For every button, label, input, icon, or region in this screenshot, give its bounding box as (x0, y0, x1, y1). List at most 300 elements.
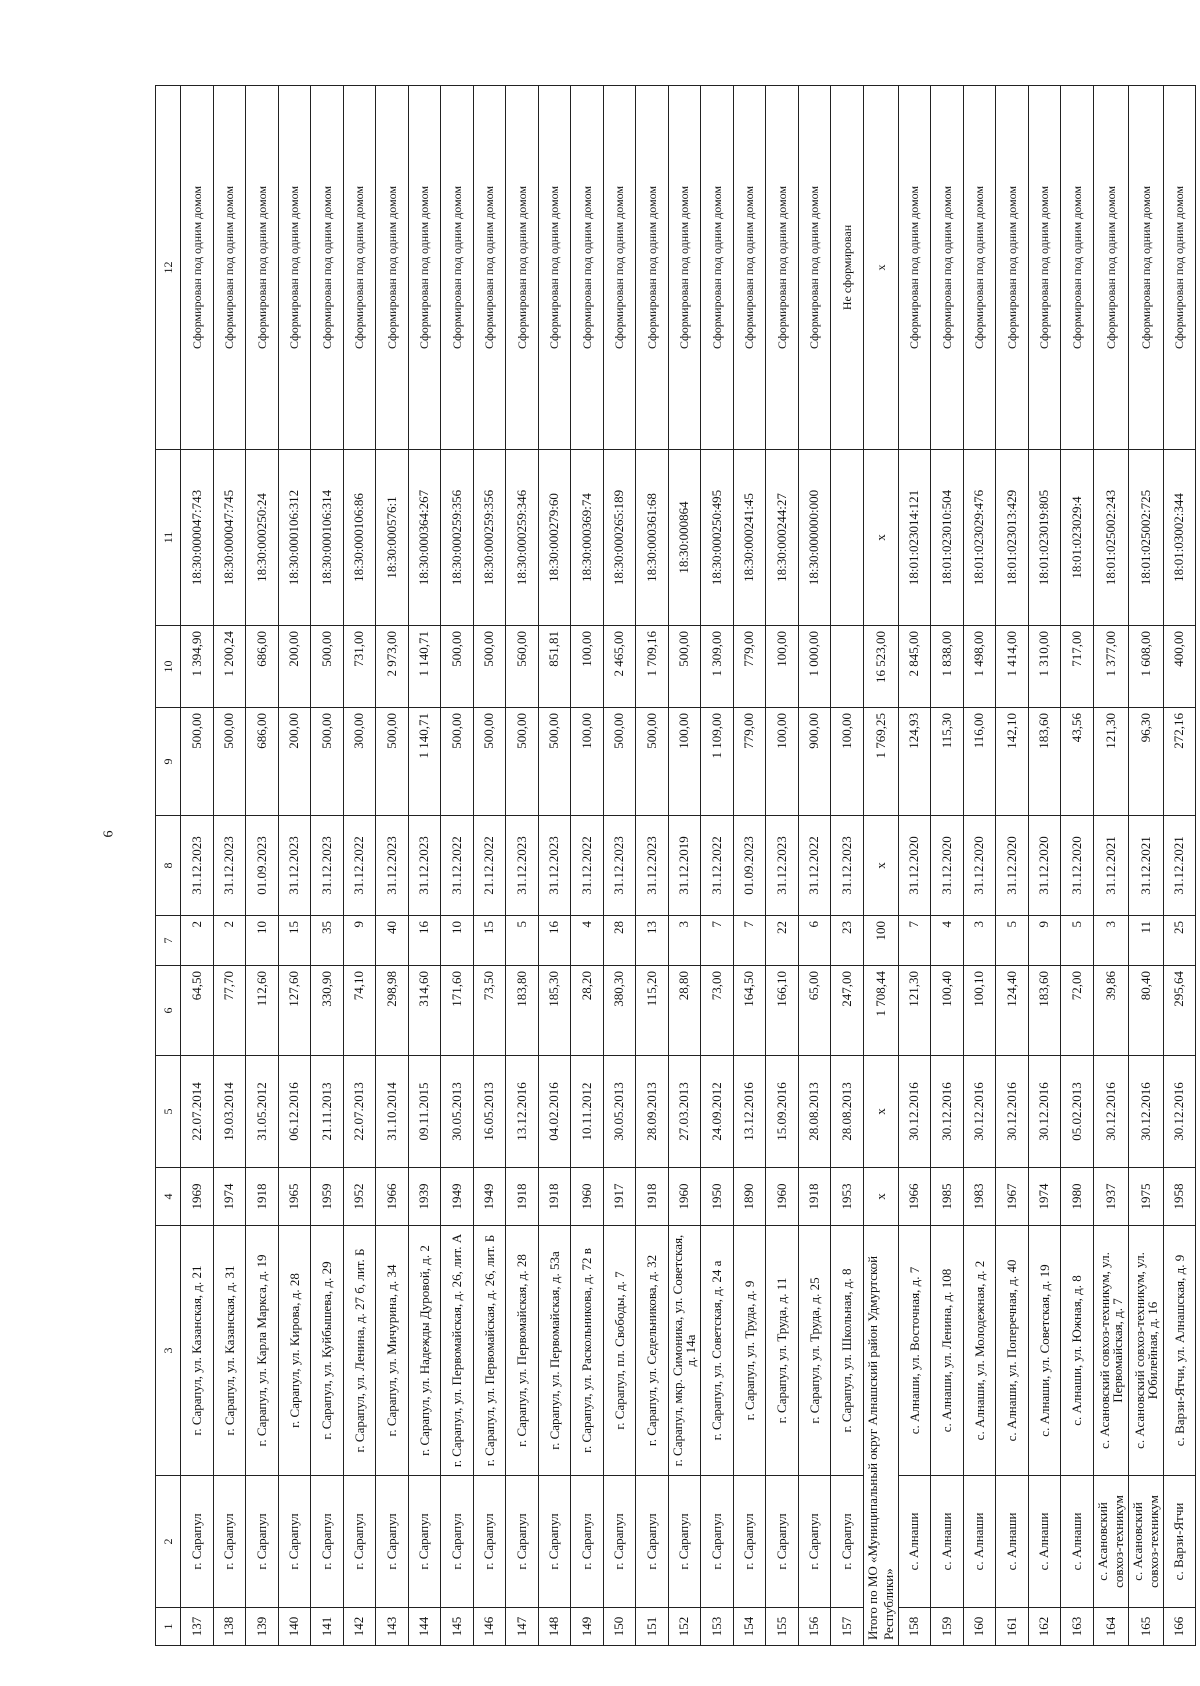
table-row (898, 86, 931, 1646)
cell-col-7: 5 (996, 916, 1029, 966)
cell-col-5: 21.11.2013 (311, 1056, 344, 1168)
cell-col-6: 39,86 (1093, 966, 1128, 1056)
cell-col-3: г. Сарапул, ул. Кирова, д. 28 (278, 1226, 311, 1476)
cell-col-1: 138 (213, 1608, 246, 1646)
cell-col-3: с. Алнаши, ул. Ленина, д. 108 (931, 1226, 964, 1476)
cell-col-12: Сформирован под одним домом (701, 86, 734, 450)
table-row (701, 86, 734, 1646)
cell-col-8: 31.12.2023 (538, 816, 571, 916)
cell-col-2: с. Варзи-Ятчи (1163, 1476, 1196, 1608)
cell-col-6: 73,50 (473, 966, 506, 1056)
cell-col-9: 115,30 (931, 708, 964, 816)
cell-col-11: 18:01:023014:121 (898, 450, 931, 626)
cell-col-3: г. Сарапул, пл. Свободы, д. 7 (603, 1226, 636, 1476)
cell-col-10: 717,00 (1061, 626, 1094, 708)
cell-col-2: г. Сарапул (831, 1476, 864, 1608)
column-header-6: 6 (156, 966, 181, 1056)
cell-col-5: 09.11.2015 (408, 1056, 441, 1168)
cell-col-3: с. Алнаши, ул. Восточная, д. 7 (898, 1226, 931, 1476)
housing-register-table (155, 85, 1196, 1646)
cell-col-5: 31.05.2012 (246, 1056, 279, 1168)
cell-col-8: 31.12.2021 (1128, 816, 1163, 916)
cell-col-4: 1966 (376, 1168, 409, 1226)
table-body (181, 86, 1196, 1646)
cell-col-12: Сформирован под одним домом (473, 86, 506, 450)
cell-col-4: 1974 (213, 1168, 246, 1226)
cell-col-1: 157 (831, 1608, 864, 1646)
cell-col-4: 1950 (701, 1168, 734, 1226)
cell-col-7: 28 (603, 916, 636, 966)
cell-col-7: 2 (213, 916, 246, 966)
cell-col-10: 500,00 (311, 626, 344, 708)
table-row (1093, 86, 1128, 1646)
column-header-9: 9 (156, 708, 181, 816)
cell-col-11: 18:30:000106:314 (311, 450, 344, 626)
total-cell-col-12: x (863, 86, 898, 450)
cell-col-11: 18:01:025002:725 (1128, 450, 1163, 626)
cell-col-4: 1953 (831, 1168, 864, 1226)
cell-col-2: г. Сарапул (473, 1476, 506, 1608)
cell-col-1: 146 (473, 1608, 506, 1646)
cell-col-4: 1975 (1128, 1168, 1163, 1226)
cell-col-12: Сформирован под одним домом (1163, 86, 1196, 450)
cell-col-7: 40 (376, 916, 409, 966)
cell-col-11: 18:01:023013:429 (996, 450, 1029, 626)
cell-col-8: 31.12.2023 (181, 816, 214, 916)
cell-col-5: 16.05.2013 (473, 1056, 506, 1168)
cell-col-10: 1 309,00 (701, 626, 734, 708)
cell-col-9: 116,00 (963, 708, 996, 816)
cell-col-6: 64,50 (181, 966, 214, 1056)
total-cell-col-9: 1 769,25 (863, 708, 898, 816)
total-cell-col-10: 16 523,00 (863, 626, 898, 708)
cell-col-10: 1 377,00 (1093, 626, 1128, 708)
cell-col-10: 100,00 (571, 626, 604, 708)
cell-col-12: Сформирован под одним домом (963, 86, 996, 450)
cell-col-9: 142,10 (996, 708, 1029, 816)
cell-col-3: г. Сарапул, ул. Труда, д. 9 (733, 1226, 766, 1476)
table-row (343, 86, 376, 1646)
cell-col-3: г. Сарапул, ул. Карла Маркса, д. 19 (246, 1226, 279, 1476)
cell-col-2: г. Сарапул (278, 1476, 311, 1608)
rotated-table-wrapper (155, 86, 1187, 1646)
cell-col-6: 124,40 (996, 966, 1029, 1056)
cell-col-11: 18:01:025002:243 (1093, 450, 1128, 626)
cell-col-8: 31.12.2023 (213, 816, 246, 916)
cell-col-12: Сформирован под одним домом (213, 86, 246, 450)
cell-col-4: 1960 (766, 1168, 799, 1226)
cell-col-12: Сформирован под одним домом (636, 86, 669, 450)
cell-col-11: 18:30:000864 (668, 450, 701, 626)
cell-col-3: г. Сарапул, ул. Первомайская, д. 26, лит. А (441, 1226, 474, 1476)
cell-col-8: 31.12.2020 (996, 816, 1029, 916)
cell-col-11: 18:30:000361:68 (636, 450, 669, 626)
cell-col-7: 22 (766, 916, 799, 966)
page-number: 6 (101, 830, 117, 838)
cell-col-8: 01.09.2023 (246, 816, 279, 916)
cell-col-12: Сформирован под одним домом (931, 86, 964, 450)
cell-col-1: 148 (538, 1608, 571, 1646)
cell-col-11: 18:01:03002:344 (1163, 450, 1196, 626)
cell-col-7: 3 (1093, 916, 1128, 966)
total-label: Итого по МО «Муниципальный округ Алнашский район Удмуртской Республики» (863, 1226, 898, 1646)
cell-col-11: 18:01:023019:805 (1028, 450, 1061, 626)
cell-col-5: 30.12.2016 (1093, 1056, 1128, 1168)
cell-col-1: 143 (376, 1608, 409, 1646)
total-cell-col-8: x (863, 816, 898, 916)
table-row (473, 86, 506, 1646)
cell-col-9: 43,56 (1061, 708, 1094, 816)
cell-col-6: 73,00 (701, 966, 734, 1056)
cell-col-5: 28.08.2013 (798, 1056, 831, 1168)
cell-col-4: 1949 (441, 1168, 474, 1226)
cell-col-9: 100,00 (831, 708, 864, 816)
cell-col-2: г. Сарапул (506, 1476, 539, 1608)
cell-col-9: 500,00 (181, 708, 214, 816)
cell-col-6: 28,80 (668, 966, 701, 1056)
cell-col-8: 31.12.2020 (963, 816, 996, 916)
cell-col-5: 04.02.2016 (538, 1056, 571, 1168)
cell-col-7: 9 (343, 916, 376, 966)
cell-col-1: 160 (963, 1608, 996, 1646)
cell-col-2: г. Сарапул (603, 1476, 636, 1608)
cell-col-8: 31.12.2022 (798, 816, 831, 916)
cell-col-2: с. Алнаши (996, 1476, 1029, 1608)
cell-col-2: г. Сарапул (701, 1476, 734, 1608)
cell-col-6: 72,00 (1061, 966, 1094, 1056)
cell-col-9: 1 109,00 (701, 708, 734, 816)
table-row (1028, 86, 1061, 1646)
cell-col-1: 147 (506, 1608, 539, 1646)
cell-col-11: 18:01:023029:4 (1061, 450, 1094, 626)
cell-col-9: 500,00 (311, 708, 344, 816)
document-sheet (155, 86, 1187, 1646)
table-row (506, 86, 539, 1646)
cell-col-10: 731,00 (343, 626, 376, 708)
cell-col-11: 18:30:000265:189 (603, 450, 636, 626)
cell-col-11: 18:30:000259:346 (506, 450, 539, 626)
cell-col-5: 22.07.2014 (181, 1056, 214, 1168)
cell-col-5: 30.12.2016 (898, 1056, 931, 1168)
cell-col-1: 144 (408, 1608, 441, 1646)
cell-col-2: с. Алнаши (931, 1476, 964, 1608)
cell-col-9: 500,00 (473, 708, 506, 816)
table-row (538, 86, 571, 1646)
cell-col-7: 4 (571, 916, 604, 966)
cell-col-6: 330,90 (311, 966, 344, 1056)
cell-col-7: 3 (963, 916, 996, 966)
cell-col-4: 1985 (931, 1168, 964, 1226)
total-cell-col-11: x (863, 450, 898, 626)
cell-col-9: 500,00 (441, 708, 474, 816)
cell-col-10: 560,00 (506, 626, 539, 708)
table-row (1163, 86, 1196, 1646)
cell-col-8: 31.12.2023 (603, 816, 636, 916)
cell-col-7: 10 (246, 916, 279, 966)
table-row (831, 86, 864, 1646)
cell-col-2: г. Сарапул (766, 1476, 799, 1608)
cell-col-11: 18:01:023010:504 (931, 450, 964, 626)
cell-col-2: г. Сарапул (798, 1476, 831, 1608)
cell-col-6: 314,60 (408, 966, 441, 1056)
cell-col-7: 5 (506, 916, 539, 966)
table-row (213, 86, 246, 1646)
cell-col-11: 18:30:000259:356 (441, 450, 474, 626)
cell-col-9: 183,60 (1028, 708, 1061, 816)
cell-col-5: 22.07.2013 (343, 1056, 376, 1168)
cell-col-10: 500,00 (668, 626, 701, 708)
cell-col-8: 31.12.2022 (571, 816, 604, 916)
cell-col-6: 28,20 (571, 966, 604, 1056)
cell-col-3: г. Сарапул, ул. Раскольникова, д. 72 в (571, 1226, 604, 1476)
cell-col-7: 16 (408, 916, 441, 966)
cell-col-1: 159 (931, 1608, 964, 1646)
cell-col-3: г. Сарапул, ул. Первомайская, д. 26, лит. Б (473, 1226, 506, 1476)
cell-col-2: г. Сарапул (441, 1476, 474, 1608)
cell-col-8: 31.12.2023 (506, 816, 539, 916)
cell-col-8: 31.12.2023 (408, 816, 441, 916)
cell-col-1: 150 (603, 1608, 636, 1646)
cell-col-5: 19.03.2014 (213, 1056, 246, 1168)
cell-col-6: 127,60 (278, 966, 311, 1056)
cell-col-6: 183,80 (506, 966, 539, 1056)
cell-col-12: Сформирован под одним домом (668, 86, 701, 450)
cell-col-11: 18:30:000259:356 (473, 450, 506, 626)
table-row (733, 86, 766, 1646)
cell-col-5: 30.12.2016 (1028, 1056, 1061, 1168)
cell-col-11: 18:30:000241:45 (733, 450, 766, 626)
cell-col-3: г. Сарапул, ул. Надежды Дуровой, д. 2 (408, 1226, 441, 1476)
cell-col-6: 74,10 (343, 966, 376, 1056)
cell-col-1: 164 (1093, 1608, 1128, 1646)
cell-col-9: 124,93 (898, 708, 931, 816)
cell-col-11: 18:30:000047:745 (213, 450, 246, 626)
cell-col-10: 1 414,00 (996, 626, 1029, 708)
cell-col-2: г. Сарапул (311, 1476, 344, 1608)
cell-col-6: 80,40 (1128, 966, 1163, 1056)
cell-col-8: 31.12.2023 (636, 816, 669, 916)
cell-col-12: Сформирован под одним домом (311, 86, 344, 450)
cell-col-4: 1939 (408, 1168, 441, 1226)
cell-col-9: 121,30 (1093, 708, 1128, 816)
cell-col-9: 200,00 (278, 708, 311, 816)
cell-col-12: Сформирован под одним домом (343, 86, 376, 450)
cell-col-1: 145 (441, 1608, 474, 1646)
cell-col-6: 247,00 (831, 966, 864, 1056)
table-row (603, 86, 636, 1646)
cell-col-7: 15 (278, 916, 311, 966)
cell-col-4: 1959 (311, 1168, 344, 1226)
cell-col-4: 1966 (898, 1168, 931, 1226)
cell-col-10: 1 498,00 (963, 626, 996, 708)
total-cell-col-4: x (863, 1168, 898, 1226)
cell-col-8: 31.12.2022 (343, 816, 376, 916)
cell-col-5: 30.12.2016 (1163, 1056, 1196, 1168)
cell-col-2: г. Сарапул (408, 1476, 441, 1608)
cell-col-9: 500,00 (636, 708, 669, 816)
cell-col-3: г. Сарапул, ул. Труда, д. 11 (766, 1226, 799, 1476)
table-row (668, 86, 701, 1646)
cell-col-10: 1 140,71 (408, 626, 441, 708)
cell-col-7: 7 (733, 916, 766, 966)
table-row (931, 86, 964, 1646)
cell-col-4: 1967 (996, 1168, 1029, 1226)
table-row (311, 86, 344, 1646)
cell-col-5: 06.12.2016 (278, 1056, 311, 1168)
cell-col-8: 31.12.2023 (766, 816, 799, 916)
table-row (246, 86, 279, 1646)
cell-col-12: Сформирован под одним домом (246, 86, 279, 450)
cell-col-9: 500,00 (538, 708, 571, 816)
cell-col-10: 1 838,00 (931, 626, 964, 708)
cell-col-1: 137 (181, 1608, 214, 1646)
cell-col-10: 200,00 (278, 626, 311, 708)
column-header-5: 5 (156, 1056, 181, 1168)
cell-col-11: 18:30:000364:267 (408, 450, 441, 626)
cell-col-10: 1 200,24 (213, 626, 246, 708)
column-header-10: 10 (156, 626, 181, 708)
cell-col-8: 31.12.2021 (1093, 816, 1128, 916)
cell-col-1: 163 (1061, 1608, 1094, 1646)
cell-col-1: 161 (996, 1608, 1029, 1646)
cell-col-3: с. Асановский совхоз-техникум, ул. Первомайская, д. 7 (1093, 1226, 1128, 1476)
cell-col-12: Сформирован под одним домом (441, 86, 474, 450)
table-row (636, 86, 669, 1646)
cell-col-2: г. Сарапул (733, 1476, 766, 1608)
table-row (181, 86, 214, 1646)
cell-col-8: 31.12.2019 (668, 816, 701, 916)
table-row (441, 86, 474, 1646)
cell-col-2: г. Сарапул (636, 1476, 669, 1608)
cell-col-3: с. Асановский совхоз-техникум, ул. Юбилейная, д. 16 (1128, 1226, 1163, 1476)
total-cell-col-5: x (863, 1056, 898, 1168)
cell-col-12: Сформирован под одним домом (733, 86, 766, 450)
cell-col-6: 298,98 (376, 966, 409, 1056)
cell-col-8: 31.12.2023 (311, 816, 344, 916)
cell-col-8: 21.12.2022 (473, 816, 506, 916)
cell-col-5: 30.12.2016 (931, 1056, 964, 1168)
cell-col-4: 1969 (181, 1168, 214, 1226)
cell-col-6: 112,60 (246, 966, 279, 1056)
cell-col-8: 31.12.2020 (898, 816, 931, 916)
cell-col-1: 139 (246, 1608, 279, 1646)
cell-col-2: г. Сарапул (343, 1476, 376, 1608)
cell-col-3: г. Сарапул, ул. Ленина, д. 27 б, лит. Б (343, 1226, 376, 1476)
cell-col-6: 166,10 (766, 966, 799, 1056)
column-header-4: 4 (156, 1168, 181, 1226)
cell-col-4: 1890 (733, 1168, 766, 1226)
cell-col-6: 171,60 (441, 966, 474, 1056)
cell-col-11: 18:30:000250:24 (246, 450, 279, 626)
cell-col-2: с. Алнаши (963, 1476, 996, 1608)
cell-col-10: 1 000,00 (798, 626, 831, 708)
cell-col-5: 24.09.2012 (701, 1056, 734, 1168)
cell-col-3: г. Сарапул, ул. Школьная, д. 8 (831, 1226, 864, 1476)
cell-col-3: г. Сарапул, мкр. Симоника, ул. Советская, д. 14а (668, 1226, 701, 1476)
cell-col-8: 01.09.2023 (733, 816, 766, 916)
table-row (996, 86, 1029, 1646)
cell-col-11: 18:30:000244:27 (766, 450, 799, 626)
cell-col-2: с. Алнаши (1061, 1476, 1094, 1608)
cell-col-6: 380,30 (603, 966, 636, 1056)
total-cell-col-6: 1 708,44 (863, 966, 898, 1056)
cell-col-4: 1918 (506, 1168, 539, 1226)
table-row (963, 86, 996, 1646)
cell-col-7: 15 (473, 916, 506, 966)
cell-col-10: 1 310,00 (1028, 626, 1061, 708)
column-header-1: 1 (156, 1608, 181, 1646)
cell-col-5: 05.02.2013 (1061, 1056, 1094, 1168)
cell-col-4: 1918 (246, 1168, 279, 1226)
cell-col-7: 3 (668, 916, 701, 966)
cell-col-7: 4 (931, 916, 964, 966)
cell-col-11 (831, 450, 864, 626)
cell-col-12: Сформирован под одним домом (1061, 86, 1094, 450)
cell-col-5: 28.09.2013 (636, 1056, 669, 1168)
cell-col-3: г. Сарапул, ул. Труда, д. 25 (798, 1226, 831, 1476)
cell-col-3: с. Алнаши, ул. Поперечная, д. 40 (996, 1226, 1029, 1476)
cell-col-4: 1918 (636, 1168, 669, 1226)
cell-col-12: Сформирован под одним домом (278, 86, 311, 450)
cell-col-2: г. Сарапул (246, 1476, 279, 1608)
cell-col-2: с. Алнаши (898, 1476, 931, 1608)
cell-col-7: 23 (831, 916, 864, 966)
cell-col-12: Сформирован под одним домом (798, 86, 831, 450)
cell-col-3: с. Варзи-Ятчи, ул. Алнашская, д. 9 (1163, 1226, 1196, 1476)
cell-col-3: с. Алнаши, ул. Южная, д. 8 (1061, 1226, 1094, 1476)
cell-col-10: 400,00 (1163, 626, 1196, 708)
cell-col-6: 185,30 (538, 966, 571, 1056)
cell-col-8: 31.12.2020 (1028, 816, 1061, 916)
cell-col-12: Сформирован под одним домом (898, 86, 931, 450)
cell-col-4: 1917 (603, 1168, 636, 1226)
cell-col-8: 31.12.2021 (1163, 816, 1196, 916)
cell-col-8: 31.12.2023 (831, 816, 864, 916)
table-row (376, 86, 409, 1646)
cell-col-6: 295,64 (1163, 966, 1196, 1056)
cell-col-11: 18:30:000369:74 (571, 450, 604, 626)
cell-col-10 (831, 626, 864, 708)
cell-col-11: 18:30:000047:743 (181, 450, 214, 626)
cell-col-6: 100,10 (963, 966, 996, 1056)
cell-col-10: 500,00 (473, 626, 506, 708)
cell-col-7: 2 (181, 916, 214, 966)
cell-col-4: 1983 (963, 1168, 996, 1226)
cell-col-4: 1952 (343, 1168, 376, 1226)
cell-col-3: г. Сарапул, ул. Казанская, д. 21 (181, 1226, 214, 1476)
cell-col-10: 500,00 (441, 626, 474, 708)
cell-col-6: 77,70 (213, 966, 246, 1056)
cell-col-9: 96,30 (1128, 708, 1163, 816)
cell-col-7: 35 (311, 916, 344, 966)
cell-col-1: 151 (636, 1608, 669, 1646)
table-row (1128, 86, 1163, 1646)
cell-col-2: г. Сарапул (571, 1476, 604, 1608)
cell-col-10: 2 973,00 (376, 626, 409, 708)
cell-col-11: 18:30:000250:495 (701, 450, 734, 626)
cell-col-5: 30.05.2013 (603, 1056, 636, 1168)
cell-col-7: 16 (538, 916, 571, 966)
table-row (408, 86, 441, 1646)
cell-col-10: 686,00 (246, 626, 279, 708)
cell-col-5: 28.08.2013 (831, 1056, 864, 1168)
cell-col-4: 1937 (1093, 1168, 1128, 1226)
column-number-row (156, 86, 181, 1646)
column-header-12: 12 (156, 86, 181, 450)
cell-col-1: 149 (571, 1608, 604, 1646)
cell-col-2: г. Сарапул (538, 1476, 571, 1608)
cell-col-10: 1 394,90 (181, 626, 214, 708)
